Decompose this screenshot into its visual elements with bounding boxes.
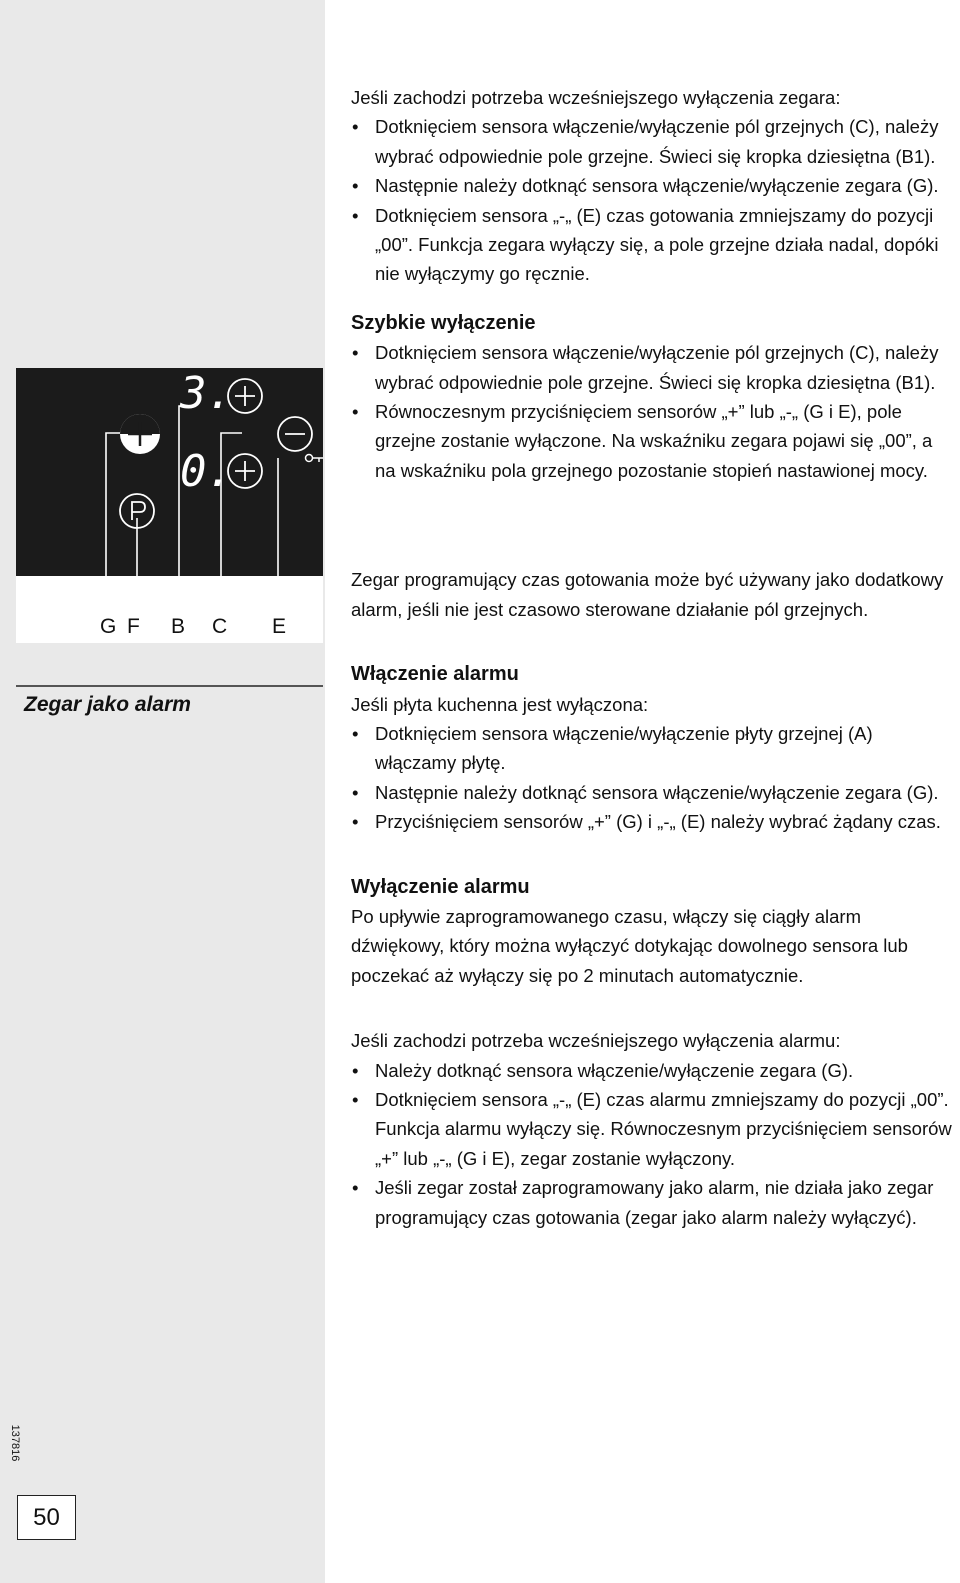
quick-off-heading: Szybkie wyłączenie (351, 311, 536, 334)
list-item: • Następnie należy dotknąć sensora włączenie/wyłączenie zegara (G). (351, 171, 956, 200)
list-item: • Dotknięciem sensora „-„ (E) czas gotowania zmniejszamy do pozycji „00”. Funkcja zegara wyłączy się, a pole grzejne działa nadal, dopóki nie wyłączymy go ręcznie. (351, 201, 956, 289)
leader-line-g (106, 433, 120, 633)
section-title: Zegar jako alarm (24, 693, 191, 716)
page-number: 50 (17, 1495, 76, 1540)
main-content (351, 83, 956, 1232)
minus-icon (278, 417, 312, 451)
clock-off-intro: Jeśli zachodzi potrzeba wcześniejszego wyłączenia zegara: (351, 87, 841, 108)
label-c: C (212, 615, 228, 638)
label-f: F (127, 615, 140, 638)
list-item: • Jeśli zegar został zaprogramowany jako alarm, nie działa jako zegar programujący czas gotowania (zegar jako alarm należy wyłączyć). (351, 1173, 956, 1232)
alarm-on-intro: Jeśli płyta kuchenna jest wyłączona: (351, 693, 649, 715)
list-item: • Należy dotknąć sensora włączenie/wyłączenie zegara (G). (351, 1056, 956, 1085)
clock-off-list (351, 112, 956, 288)
list-item: • Równoczesnym przyciśnięciem sensorów „+” lub „-„ (G i E), pole grzejne zostanie wyłączone. Na wskaźniku zegara pojawi się „00”, a na wskaźniku pola grzejnego pozostanie stopień nastawionej mocy. (351, 397, 956, 485)
key-icon (306, 455, 324, 463)
leader-line-b (179, 406, 194, 633)
alarm-off-text: Po upływie zaprogramowanego czasu, włączy się ciągły alarm dźwiękowy, który można wyłączyć dotykając dowolnego sensora lub poczekać aż wyłączy się po 2 minutach automatycznie. (351, 905, 908, 986)
plus-icon (228, 379, 262, 413)
list-item: • Przyciśnięciem sensorów „+” (G) i „-„ (E) należy wybrać żądany czas. (351, 807, 956, 836)
document-code: 137816 (9, 1424, 21, 1462)
timer-icon (120, 414, 160, 454)
list-item: • Dotknięciem sensora włączenie/wyłączenie pól grzejnych (C), należy wybrać odpowiednie pole grzejne. Świeci się kropka dziesiętna (B1). (351, 112, 956, 171)
plus-icon (228, 454, 262, 488)
alarm-off-heading: Wyłączenie alarmu (351, 875, 530, 898)
list-item (351, 1085, 956, 1173)
display-bottom: 0. (180, 446, 233, 497)
alarm-on-list (351, 719, 956, 837)
section-divider (16, 685, 323, 687)
label-b: B (171, 615, 186, 638)
list-item: • Następnie należy dotknąć sensora włączenie/wyłączenie zegara (G). (351, 778, 956, 807)
alarm-on-heading: Włączenie alarmu (351, 663, 519, 686)
list-item: • Dotknięciem sensora włączenie/wyłączenie pól grzejnych (C), należy wybrać odpowiednie pole grzejne. Świeci się kropka dziesiętna (B1). (351, 338, 956, 397)
list-item: • Dotknięciem sensora włączenie/wyłączenie płyty grzejnej (A) włączamy płytę. (351, 719, 956, 778)
list-item-text: Dotknięciem sensora „-„ (E) czas alarmu zmniejszamy do pozycji „00”. (375, 1088, 949, 1110)
label-g: G (100, 615, 117, 638)
alarm-intro: Zegar programujący czas gotowania może być używany jako dodatkowy alarm, jeśli nie jest czasowo sterowane działanie pól grzejnych. (351, 569, 944, 620)
list-item-text: Funkcja alarmu wyłączy się. Równoczesnym przyciśnięciem sensorów „+” lub „-„ (G i E), zegar zostanie wyłączony. (375, 1118, 952, 1169)
control-panel-drawing (16, 368, 323, 643)
label-e: E (272, 615, 287, 638)
display-top: 3. (180, 368, 233, 419)
alarm-early-intro: Jeśli zachodzi potrzeba wcześniejszego wyłączenia alarmu: (351, 1030, 841, 1052)
alarm-early-list (351, 1056, 956, 1232)
quick-off-list (351, 338, 956, 485)
control-panel-illustration (16, 368, 323, 643)
sidebar-margin (0, 0, 325, 1583)
